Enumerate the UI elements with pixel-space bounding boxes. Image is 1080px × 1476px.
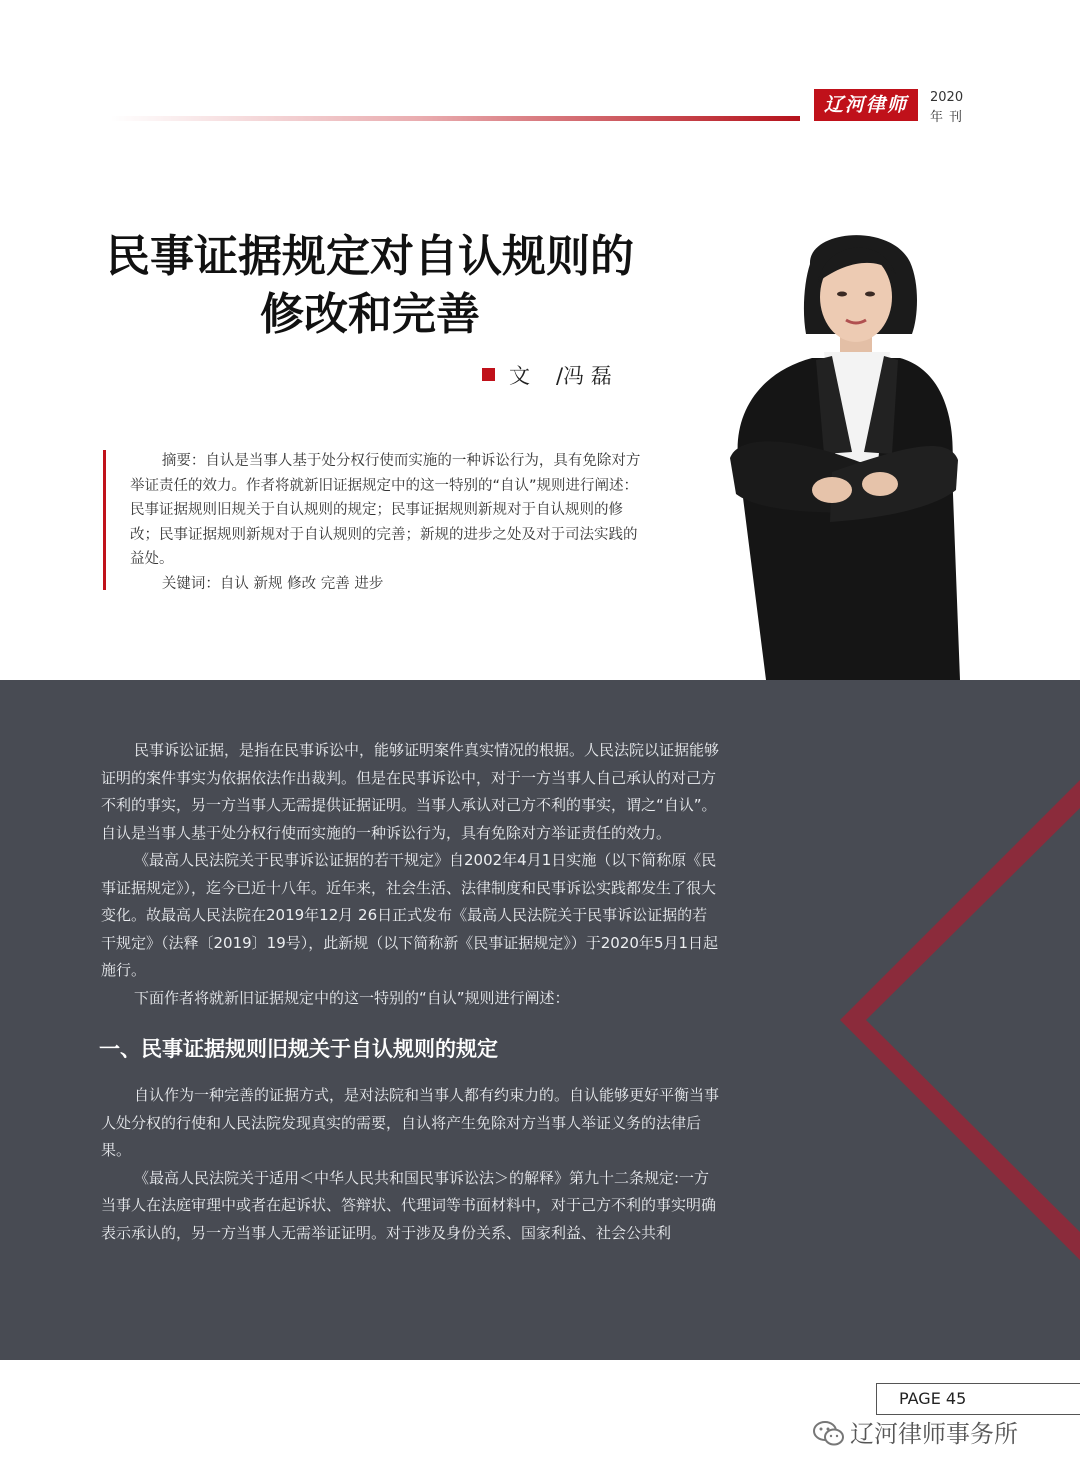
abstract-text: 摘要：自认是当事人基于处分权行使而实施的一种诉讼行为，具有免除对方举证责任的效力。作者将就新旧证据规定中的这一特别的“自认”规则进行阐述：民事证据规则旧规关于自认规则的规定；民事证据规则新规对于自认规则的修改；民事证据规则新规对于自认规则的完善；新规的进步之处及对于司法实践的益处。 (130, 453, 641, 567)
byline-square-icon (482, 368, 495, 381)
watermark-text: 辽河律师事务所 (850, 1420, 1018, 1448)
page-number: PAGE 45 (876, 1383, 1080, 1415)
body-paragraph: 民事诉讼证据，是指在民事诉讼中，能够证明案件真实情况的根据。人民法院以证据能够证明的案件事实为依据依法作出裁判。但是在民事诉讼中，对于一方当事人自己承认的对己方不利的事实，另一方当事人无需提供证据证明。当事人承认对己方不利的事实，谓之“自认”。自认是当事人基于处分权行使而实施的一种诉讼行为，具有免除对方举证责任的效力。 (101, 741, 720, 842)
author-name: /冯 磊 (556, 364, 612, 388)
byline (482, 360, 612, 390)
title-line-1: 民事证据规定对自认规则的 (106, 231, 634, 282)
body-paragraph: 《最高人民法院关于适用＜中华人民共和国民事诉讼法＞的解释》第九十二条规定:一方当事人在法庭审理中或者在起诉状、答辩状、代理词等书面材料中，对于己方不利的事实明确表示承认的，另一方当事人无需举证证明。对于涉及身份关系、国家利益、社会公共利 (101, 1168, 717, 1242)
wechat-icon (812, 1420, 846, 1448)
brand-logo: 辽河律师 (814, 89, 918, 121)
section-heading: 一、民事证据规则旧规关于自认规则的规定 (99, 1037, 498, 1061)
article-body (101, 737, 721, 1247)
author-portrait (720, 222, 970, 680)
issue-label: 年刊 (930, 110, 969, 125)
abstract (130, 449, 645, 596)
byline-prefix: 文 (509, 364, 530, 388)
body-paragraph: 下面作者将就新旧证据规定中的这一特别的“自认”规则进行阐述： (134, 988, 570, 1007)
body-paragraph: 自认作为一种完善的证据方式，是对法院和当事人都有约束力的。自认能够更好平衡当事人处分权的行使和人民法院发现真实的需要，自认将产生免除对方当事人举证义务的法律后果。 (101, 1086, 720, 1159)
article-title (60, 228, 680, 344)
body-paragraph: 《最高人民法院关于民事诉讼证据的若干规定》自2002年4月1日实施（以下简称原《民事证据规定》），迄今已近十八年。近年来，社会生活、法律制度和民事诉讼实践都发生了很大变化。故最高人民法院在2019年12月 26日正式发布《最高人民法院关于民事诉讼证据的若干规定》（法释〔2019〕19号），此新规（以下简称新《民事证据规定》）于2020年5月1日起施行。 (101, 851, 719, 979)
watermark (812, 1414, 1018, 1446)
keywords: 关键词：自认 新规 修改 完善 进步 (161, 575, 384, 592)
header-rule (110, 116, 800, 121)
abstract-accent-bar (103, 450, 106, 590)
issue-year: 2020 (930, 90, 964, 105)
title-line-2: 修改和完善 (260, 289, 480, 340)
